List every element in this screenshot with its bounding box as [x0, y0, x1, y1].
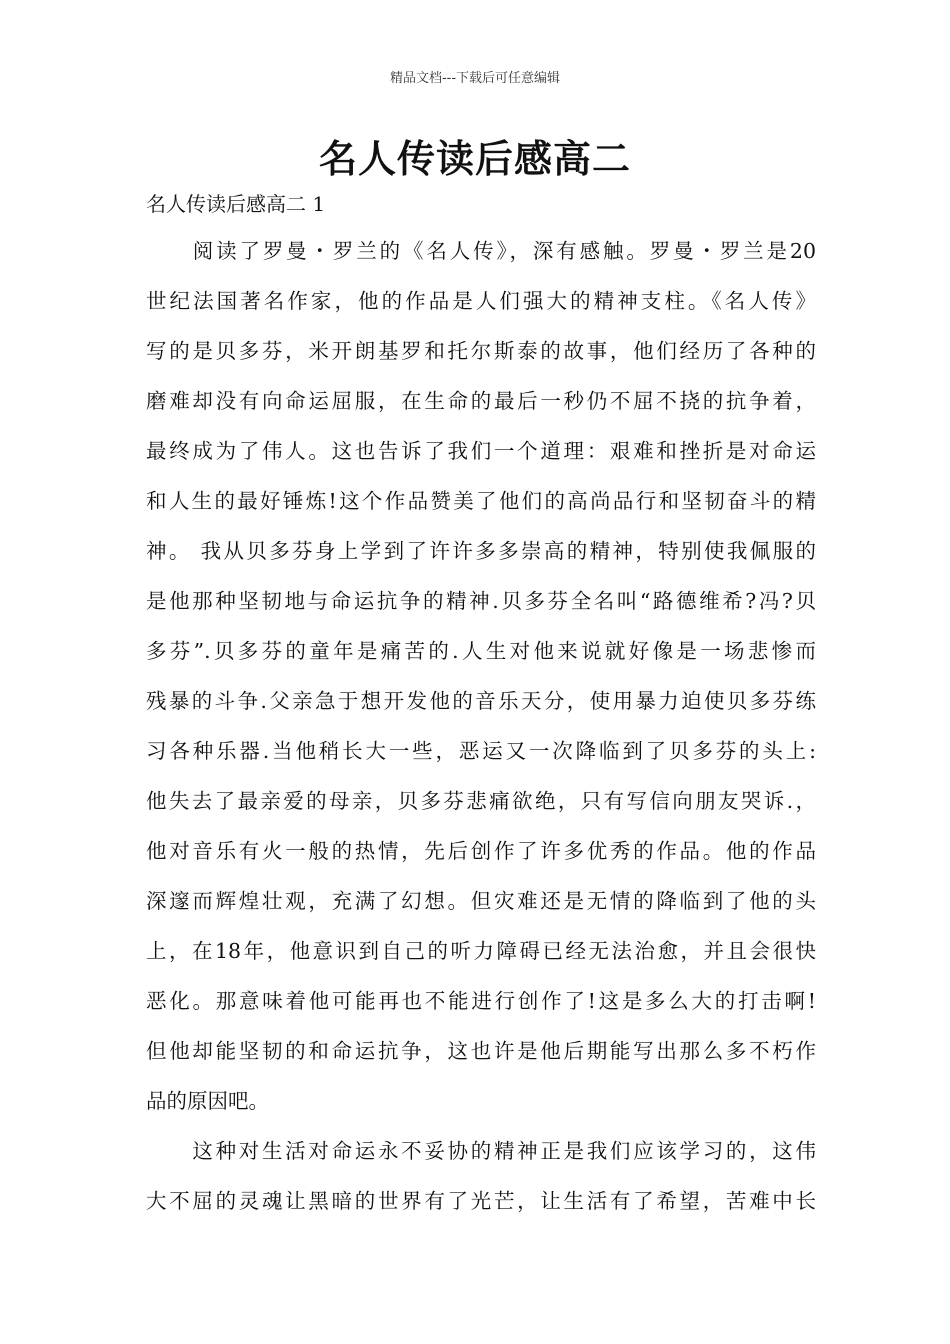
body-line: 他失去了最亲爱的母亲，贝多芬悲痛欲绝，只有写信向朋友哭诉.， [146, 789, 816, 813]
body-line: 写的是贝多芬，米开朗基罗和托尔斯泰的故事，他们经历了各种的 [146, 339, 816, 363]
body-line: 习各种乐器.当他稍长大一些，恶运又一次降临到了贝多芬的头上: [146, 739, 816, 763]
body-line: 这种对生活对命运永不妥协的精神正是我们应该学习的，这伟 [146, 1139, 816, 1163]
body-line: 深邃而辉煌壮观，充满了幻想。但灾难还是无情的降临到了他的头 [146, 889, 816, 913]
body-line: 他对音乐有火一般的热情，先后创作了许多优秀的作品。他的作品 [146, 839, 816, 863]
body-line: 神。 我从贝多芬身上学到了许许多多崇高的精神，特别使我佩服的 [146, 539, 816, 563]
body-line: 多芬”.贝多芬的童年是痛苦的.人生对他来说就好像是一场悲惨而 [146, 639, 816, 663]
body-line: 但他却能坚韧的和命运抗争，这也许是他后期能写出那么多不朽作 [146, 1039, 816, 1063]
body-line: 世纪法国著名作家，他的作品是人们强大的精神支柱。《名人传》 [146, 289, 816, 313]
body-line: 恶化。那意味着他可能再也不能进行创作了!这是多么大的打击啊! [146, 989, 816, 1013]
body-line: 阅读了罗曼・罗兰的《名人传》，深有感触。罗曼・罗兰是20 [146, 239, 816, 263]
body-line: 最终成为了伟人。这也告诉了我们一个道理：艰难和挫折是对命运 [146, 439, 816, 463]
body-line: 大不屈的灵魂让黑暗的世界有了光芒，让生活有了希望，苦难中长 [146, 1189, 816, 1213]
header-note: 精品文档---下载后可任意编辑 [389, 71, 561, 86]
body-line: 和人生的最好锤炼!这个作品赞美了他们的高尚品行和坚韧奋斗的精 [146, 489, 816, 513]
document-title: 名人传读后感高二 [318, 137, 631, 181]
body-line: 残暴的斗争.父亲急于想开发他的音乐天分，使用暴力迫使贝多芬练 [146, 689, 816, 713]
body-line: 是他那种坚韧地与命运抗争的精神.贝多芬全名叫“路德维希?冯?贝 [146, 589, 816, 613]
body-line: 品的原因吧。 [146, 1089, 269, 1113]
body-line: 上，在18年，他意识到自己的听力障碍已经无法治愈，并且会很快 [146, 939, 816, 963]
section-subtitle: 名人传读后感高二 1 [146, 192, 326, 216]
body-line: 磨难却没有向命运屈服，在生命的最后一秒仍不屈不挠的抗争着， [146, 389, 816, 413]
